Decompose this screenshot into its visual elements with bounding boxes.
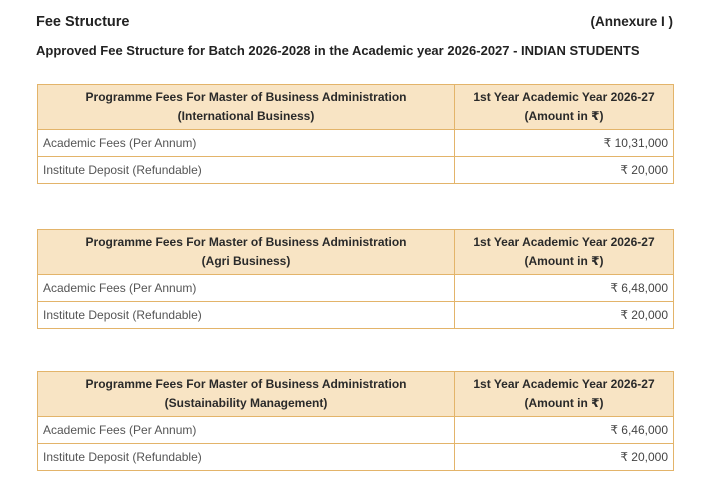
table-header-row (38, 372, 674, 417)
fee-table-agri-business (37, 229, 674, 329)
amount-header (455, 372, 674, 417)
fee-amount: ₹ 20,000 (455, 444, 674, 471)
amount-header-line2: (Amount in ₹) (524, 254, 604, 268)
table-header-row (38, 85, 674, 130)
fee-amount: ₹ 20,000 (455, 302, 674, 329)
programme-header-line2: (International Business) (177, 109, 315, 123)
programme-header-line1: Programme Fees For Master of Business Administration (85, 377, 407, 391)
fee-label: Institute Deposit (Refundable) (38, 157, 455, 184)
programme-header (38, 372, 455, 417)
fee-label: Academic Fees (Per Annum) (38, 275, 455, 302)
fee-label: Academic Fees (Per Annum) (38, 417, 455, 444)
table-row (38, 157, 674, 184)
programme-header-line2: (Sustainability Management) (164, 396, 328, 410)
table-row (38, 444, 674, 471)
amount-header (455, 230, 674, 275)
table-row (38, 302, 674, 329)
fee-amount: ₹ 20,000 (455, 157, 674, 184)
fee-label: Institute Deposit (Refundable) (38, 444, 455, 471)
fee-amount: ₹ 6,46,000 (455, 417, 674, 444)
programme-header (38, 230, 455, 275)
programme-header-line1: Programme Fees For Master of Business Administration (85, 90, 407, 104)
table-header-row (38, 230, 674, 275)
table-row (38, 417, 674, 444)
amount-header-line1: 1st Year Academic Year 2026-27 (473, 90, 655, 104)
programme-header-line1: Programme Fees For Master of Business Administration (85, 235, 407, 249)
fee-table-sustainability-management (37, 371, 674, 471)
fee-amount: ₹ 10,31,000 (455, 130, 674, 157)
amount-header-line2: (Amount in ₹) (524, 396, 604, 410)
programme-header-line2: (Agri Business) (201, 254, 291, 268)
page-title: Fee Structure (36, 14, 130, 30)
amount-header-line2: (Amount in ₹) (524, 109, 604, 123)
page-subtitle: Approved Fee Structure for Batch 2026-2028 in the Academic year 2026-2027 - INDIAN STUDENTS (36, 43, 640, 58)
programme-header (38, 85, 455, 130)
fee-table-international-business (37, 84, 674, 184)
amount-header-line1: 1st Year Academic Year 2026-27 (473, 235, 655, 249)
fee-label: Academic Fees (Per Annum) (38, 130, 455, 157)
amount-header (455, 85, 674, 130)
amount-header-line1: 1st Year Academic Year 2026-27 (473, 377, 655, 391)
fee-label: Institute Deposit (Refundable) (38, 302, 455, 329)
annexure-label: (Annexure I ) (590, 14, 673, 29)
fee-amount: ₹ 6,48,000 (455, 275, 674, 302)
table-row (38, 130, 674, 157)
table-row (38, 275, 674, 302)
